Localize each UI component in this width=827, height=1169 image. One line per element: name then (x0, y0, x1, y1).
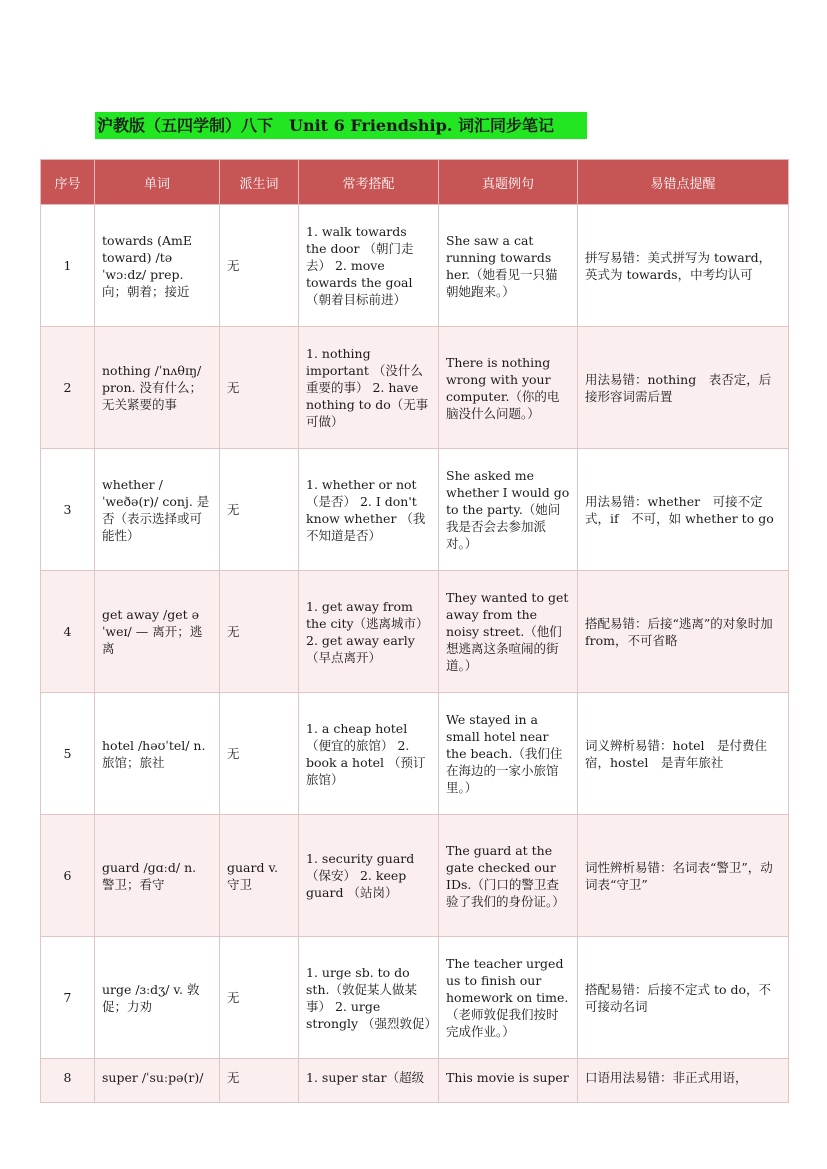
header-tip: 易错点提醒 (578, 160, 789, 205)
cell-tip: 词性辨析易错：名词表“警卫”，动词表“守卫” (578, 815, 789, 937)
cell-derivative: guard v. 守卫 (220, 815, 299, 937)
cell-example: This movie is super (439, 1059, 578, 1103)
table-row (41, 327, 789, 449)
cell-example: They wanted to get away from the noisy street.（他们想逃离这条喧闹的街道。） (439, 571, 578, 693)
cell-number: 7 (41, 937, 95, 1059)
cell-tip: 口语用法易错：非正式用语， (578, 1059, 789, 1103)
cell-derivative: 无 (220, 327, 299, 449)
header-derivative: 派生词 (220, 160, 299, 205)
cell-collocation: 1. get away from the city（逃离城市）2. get away early（早点离开） (299, 571, 439, 693)
table-header-row (41, 160, 789, 205)
cell-collocation: 1. nothing important （没什么重要的事） 2. have nothing to do（无事可做） (299, 327, 439, 449)
cell-collocation: 1. security guard （保安） 2. keep guard （站岗） (299, 815, 439, 937)
cell-word: whether /ˈweðə(r)/ conj. 是否（表示选择或可能性） (95, 449, 220, 571)
document-title: 沪教版（五四学制）八下 Unit 6 Friendship. 词汇同步笔记 (95, 112, 587, 139)
cell-tip: 用法易错：whether 可接不定式，if 不可，如 whether to go (578, 449, 789, 571)
table-row (41, 205, 789, 327)
cell-collocation: 1. a cheap hotel （便宜的旅馆） 2. book a hotel （预订旅馆） (299, 693, 439, 815)
header-number: 序号 (41, 160, 95, 205)
cell-tip: 搭配易错：后接不定式 to do，不可接动名词 (578, 937, 789, 1059)
header-example: 真题例句 (439, 160, 578, 205)
table-row (41, 449, 789, 571)
cell-word: nothing /ˈnʌθɪŋ/ pron. 没有什么；无关紧要的事 (95, 327, 220, 449)
cell-tip: 用法易错：nothing 表否定，后接形容词需后置 (578, 327, 789, 449)
table-row (41, 693, 789, 815)
cell-number: 8 (41, 1059, 95, 1103)
cell-example: The guard at the gate checked our IDs.（门口的警卫查验了我们的身份证。） (439, 815, 578, 937)
cell-example: She asked me whether I would go to the party.（她问我是否会去参加派对。） (439, 449, 578, 571)
cell-tip: 搭配易错：后接“逃离”的对象时加 from，不可省略 (578, 571, 789, 693)
header-word: 单词 (95, 160, 220, 205)
cell-collocation: 1. super star（超级 (299, 1059, 439, 1103)
cell-derivative: 无 (220, 937, 299, 1059)
cell-word: hotel /həʊˈtel/ n. 旅馆；旅社 (95, 693, 220, 815)
cell-collocation: 1. urge sb. to do sth.（敦促某人做某事） 2. urge strongly （强烈敦促） (299, 937, 439, 1059)
cell-number: 2 (41, 327, 95, 449)
cell-collocation: 1. walk towards the door （朝门走去） 2. move towards the goal （朝着目标前进） (299, 205, 439, 327)
cell-derivative: 无 (220, 1059, 299, 1103)
cell-derivative: 无 (220, 449, 299, 571)
cell-example: There is nothing wrong with your computer.（你的电脑没什么问题。） (439, 327, 578, 449)
cell-word: get away /get əˈweɪ/ — 离开；逃离 (95, 571, 220, 693)
table-row (41, 1059, 789, 1103)
cell-tip: 拼写易错：美式拼写为 toward，英式为 towards，中考均认可 (578, 205, 789, 327)
cell-number: 3 (41, 449, 95, 571)
table-row (41, 571, 789, 693)
cell-word: guard /ɡɑːd/ n. 警卫；看守 (95, 815, 220, 937)
vocabulary-table (40, 159, 789, 1103)
table-row (41, 937, 789, 1059)
cell-tip: 词义辨析易错：hotel 是付费住宿，hostel 是青年旅社 (578, 693, 789, 815)
cell-example: She saw a cat running towards her.（她看见一只猫朝她跑来。） (439, 205, 578, 327)
cell-number: 5 (41, 693, 95, 815)
cell-number: 6 (41, 815, 95, 937)
cell-example: We stayed in a small hotel near the beach.（我们住在海边的一家小旅馆里。） (439, 693, 578, 815)
cell-example: The teacher urged us to finish our homework on time.（老师敦促我们按时完成作业。） (439, 937, 578, 1059)
cell-number: 1 (41, 205, 95, 327)
cell-word: super /ˈsuːpə(r)/ (95, 1059, 220, 1103)
cell-number: 4 (41, 571, 95, 693)
cell-word: towards (AmE toward) /təˈwɔːdz/ prep. 向；朝着；接近 (95, 205, 220, 327)
cell-word: urge /ɜːdʒ/ v. 敦促；力劝 (95, 937, 220, 1059)
cell-derivative: 无 (220, 693, 299, 815)
table-row (41, 815, 789, 937)
cell-collocation: 1. whether or not （是否） 2. I don't know whether （我不知道是否） (299, 449, 439, 571)
cell-derivative: 无 (220, 205, 299, 327)
cell-derivative: 无 (220, 571, 299, 693)
header-collocation: 常考搭配 (299, 160, 439, 205)
